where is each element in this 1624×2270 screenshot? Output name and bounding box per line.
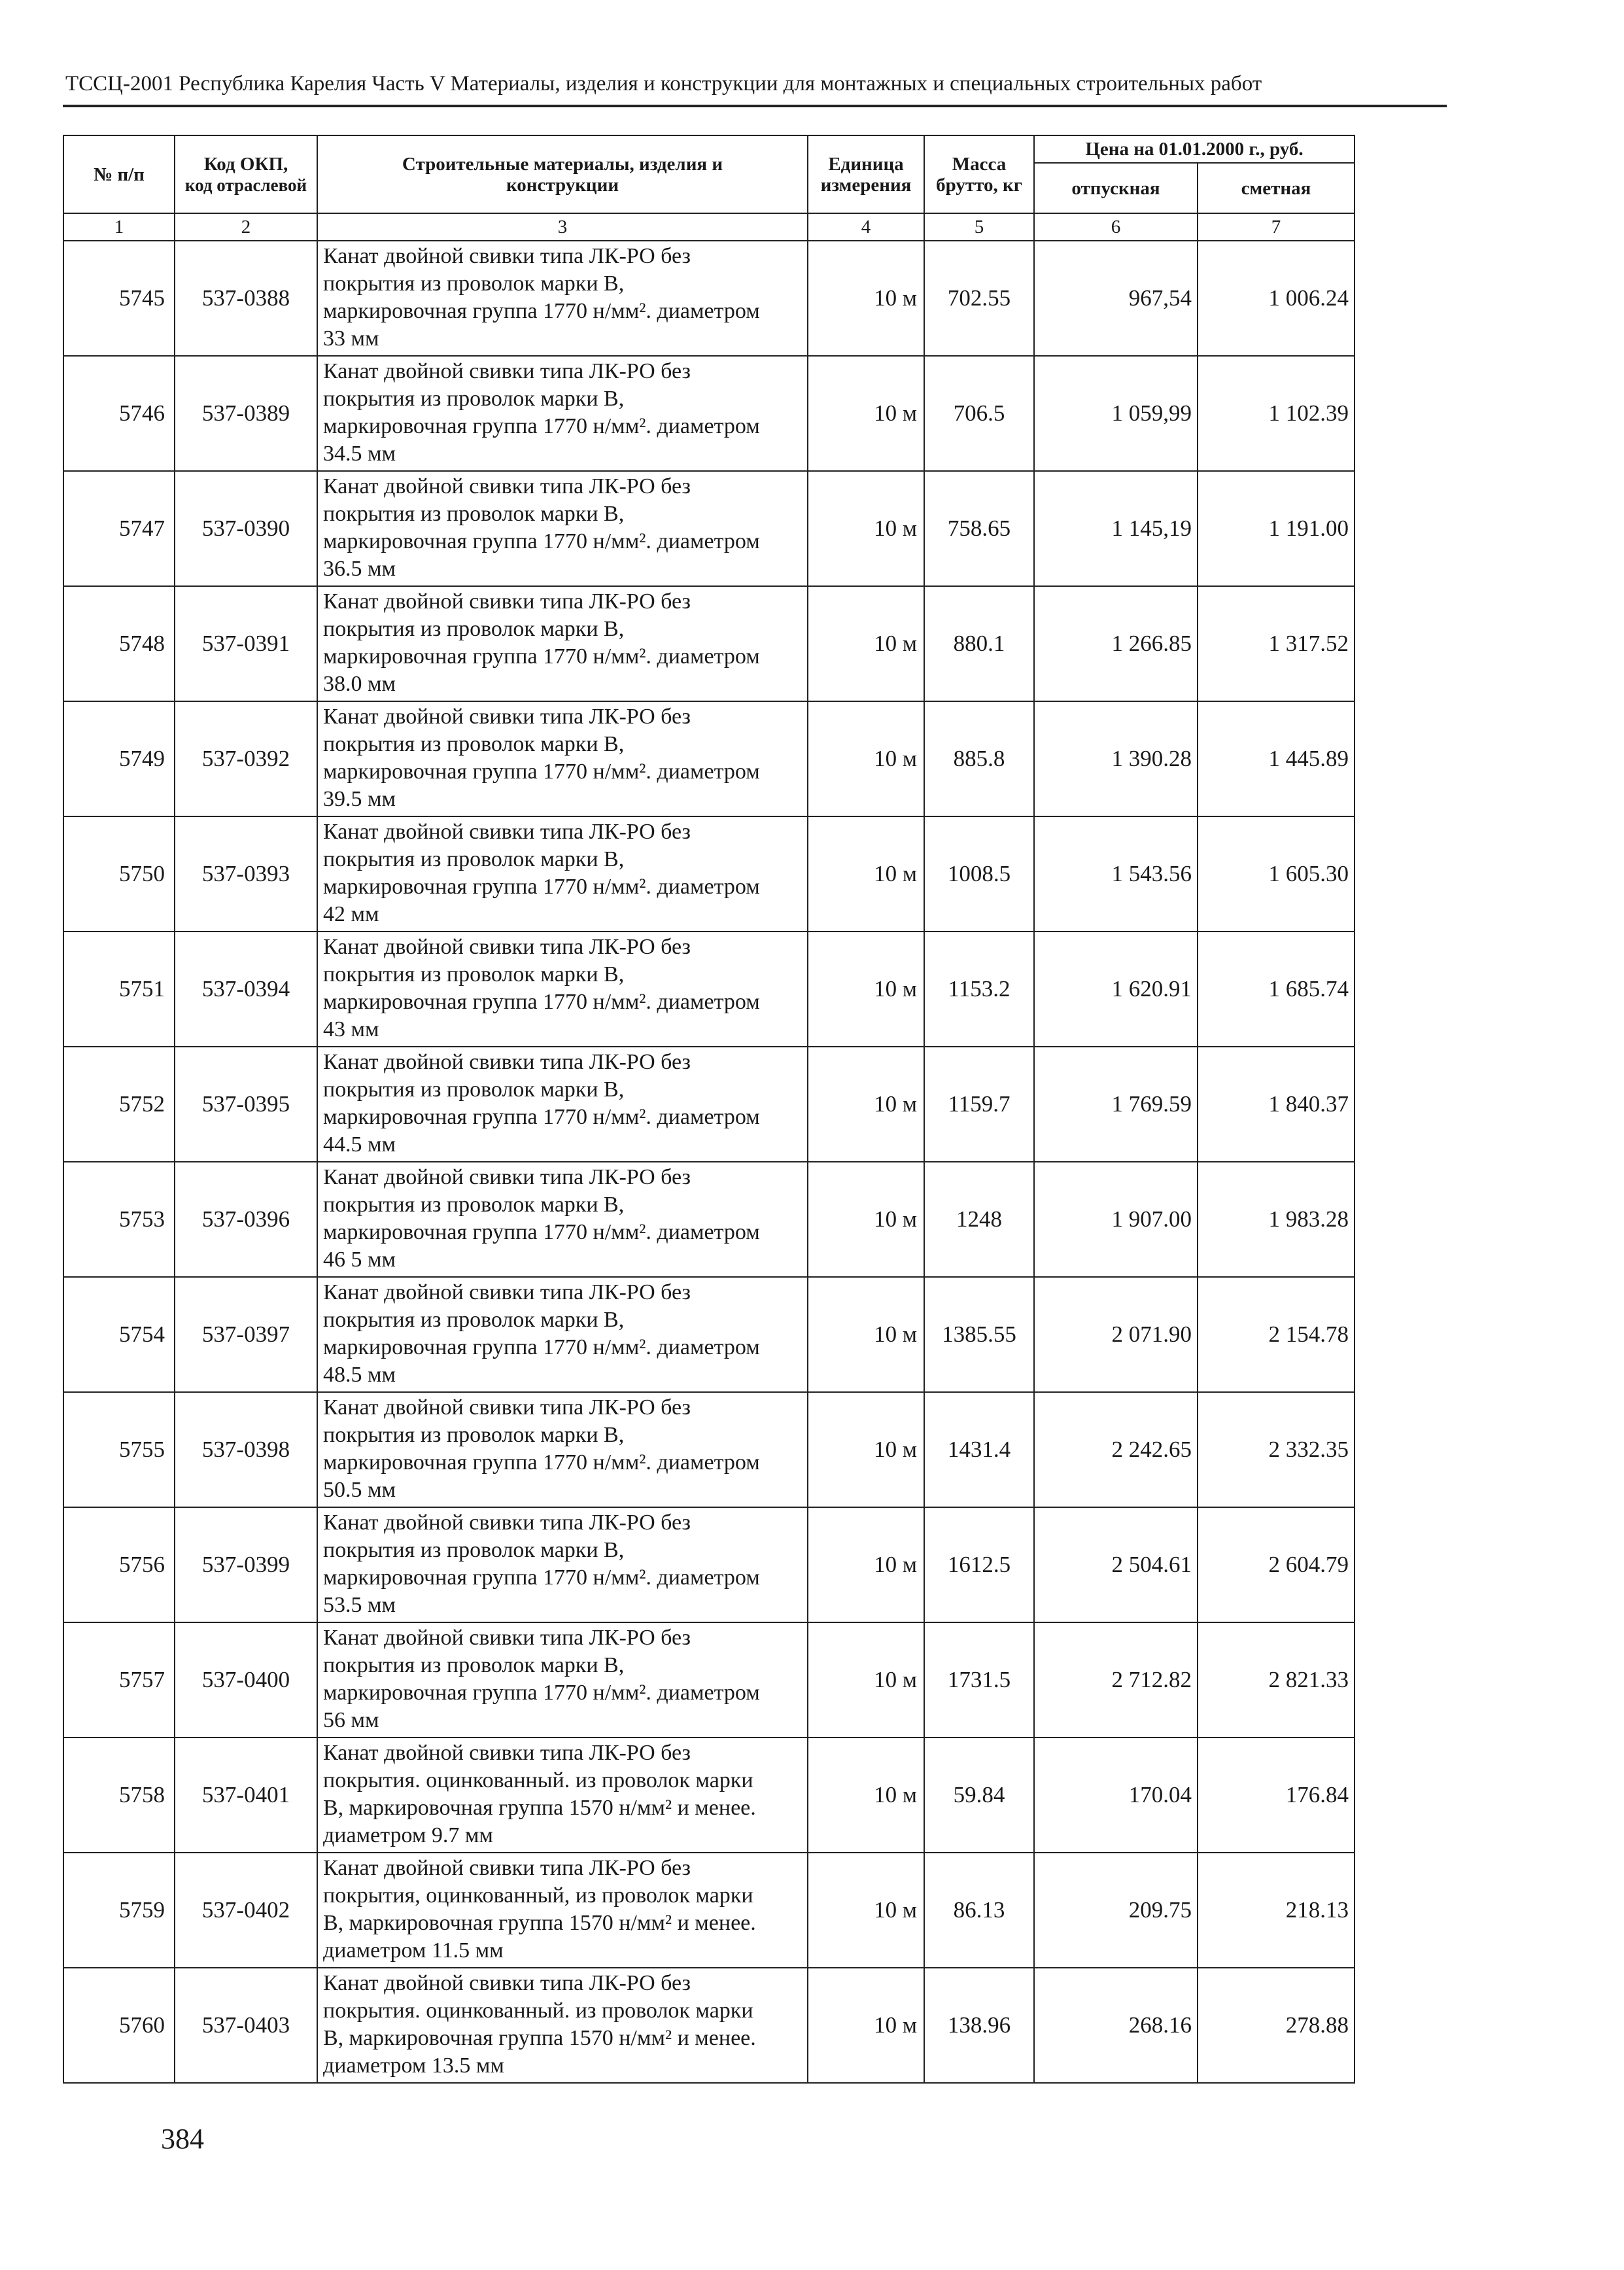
row-unit: 10 м <box>808 1737 924 1853</box>
row-mass: 1431.4 <box>924 1392 1034 1507</box>
row-description-line: Канат двойной свивки типа ЛК-РО без <box>323 589 691 614</box>
table-row <box>63 241 1355 356</box>
row-description-line: 46 5 мм <box>323 1248 396 1272</box>
column-header-price-estimate: сметная <box>1198 163 1355 213</box>
row-description-line: 53.5 мм <box>323 1593 396 1617</box>
row-price-release: 170.04 <box>1034 1737 1198 1853</box>
row-description-line: 43 мм <box>323 1017 379 1041</box>
row-number: 5756 <box>63 1507 175 1622</box>
row-unit: 10 м <box>808 816 924 932</box>
row-description-line: маркировочная группа 1770 н/мм². диаметром <box>323 1105 760 1129</box>
row-code: 537-0388 <box>175 241 317 356</box>
row-description <box>317 471 808 586</box>
column-number: 4 <box>808 213 924 241</box>
row-price-release: 1 769.59 <box>1034 1047 1198 1162</box>
row-price-estimate: 1 445.89 <box>1198 701 1355 816</box>
row-description-line: маркировочная группа 1770 н/мм². диаметром <box>323 299 760 323</box>
row-mass: 1008.5 <box>924 816 1034 932</box>
row-description-line: покрытия из проволок марки В, <box>323 1308 625 1332</box>
row-unit: 10 м <box>808 1392 924 1507</box>
row-number: 5753 <box>63 1162 175 1277</box>
row-number: 5747 <box>63 471 175 586</box>
column-header-price-release: отпускная <box>1034 163 1198 213</box>
row-price-estimate: 218.13 <box>1198 1853 1355 1968</box>
row-description-line: Канат двойной свивки типа ЛК-РО без <box>323 359 691 383</box>
row-description-line: маркировочная группа 1770 н/мм². диаметром <box>323 529 760 553</box>
row-code: 537-0393 <box>175 816 317 932</box>
row-mass: 1248 <box>924 1162 1034 1277</box>
row-description-line: диаметром 13.5 мм <box>323 2053 504 2078</box>
table-row <box>63 1162 1355 1277</box>
row-price-release: 967,54 <box>1034 241 1198 356</box>
row-price-estimate: 176.84 <box>1198 1737 1355 1853</box>
table-row <box>63 701 1355 816</box>
table-row <box>63 1622 1355 1737</box>
row-description-line: маркировочная группа 1770 н/мм². диаметром <box>323 875 760 899</box>
column-header-num: № п/п <box>63 135 175 213</box>
row-mass: 59.84 <box>924 1737 1034 1853</box>
row-price-estimate: 2 604.79 <box>1198 1507 1355 1622</box>
row-unit: 10 м <box>808 241 924 356</box>
row-mass: 1731.5 <box>924 1622 1034 1737</box>
row-description-line: Канат двойной свивки типа ЛК-РО без <box>323 1741 691 1765</box>
row-price-estimate: 1 317.52 <box>1198 586 1355 701</box>
row-description-line: покрытия из проволок марки В, <box>323 962 625 987</box>
row-description-line: маркировочная группа 1770 н/мм². диаметром <box>323 1335 760 1359</box>
row-description-line: покрытия. оцинкованный. из проволок марки <box>323 1768 753 1792</box>
row-unit: 10 м <box>808 932 924 1047</box>
column-header-materials: Строительные материалы, изделия и конструкции <box>317 135 808 213</box>
row-description <box>317 356 808 471</box>
row-number: 5745 <box>63 241 175 356</box>
row-description-line: покрытия, оцинкованный, из проволок марки <box>323 1883 753 1908</box>
row-number: 5757 <box>63 1622 175 1737</box>
table-row <box>63 1968 1355 2083</box>
row-price-estimate: 1 006.24 <box>1198 241 1355 356</box>
row-description-line: покрытия из проволок марки В, <box>323 1077 625 1102</box>
row-number: 5748 <box>63 586 175 701</box>
row-description <box>317 1392 808 1507</box>
row-unit: 10 м <box>808 1277 924 1392</box>
row-price-estimate: 1 191.00 <box>1198 471 1355 586</box>
row-unit: 10 м <box>808 1622 924 1737</box>
row-number: 5759 <box>63 1853 175 1968</box>
row-unit: 10 м <box>808 471 924 586</box>
row-description-line: Канат двойной свивки типа ЛК-РО без <box>323 705 691 729</box>
row-price-estimate: 1 102.39 <box>1198 356 1355 471</box>
row-number: 5746 <box>63 356 175 471</box>
row-price-estimate: 1 605.30 <box>1198 816 1355 932</box>
row-number: 5752 <box>63 1047 175 1162</box>
row-description-line: диаметром 9.7 мм <box>323 1823 493 1847</box>
row-price-estimate: 278.88 <box>1198 1968 1355 2083</box>
row-price-release: 1 907.00 <box>1034 1162 1198 1277</box>
row-description-line: маркировочная группа 1770 н/мм². диаметром <box>323 1450 760 1475</box>
row-mass: 1153.2 <box>924 932 1034 1047</box>
row-description <box>317 1047 808 1162</box>
row-description-line: покрытия из проволок марки В, <box>323 271 625 296</box>
row-price-estimate: 1 983.28 <box>1198 1162 1355 1277</box>
row-price-release: 209.75 <box>1034 1853 1198 1968</box>
row-description <box>317 1507 808 1622</box>
table-row <box>63 356 1355 471</box>
row-description-line: В, маркировочная группа 1570 н/мм² и менее. <box>323 1911 756 1935</box>
row-mass: 885.8 <box>924 701 1034 816</box>
row-mass: 880.1 <box>924 586 1034 701</box>
row-description-line: покрытия из проволок марки В, <box>323 1423 625 1447</box>
row-code: 537-0402 <box>175 1853 317 1968</box>
row-unit: 10 м <box>808 1853 924 1968</box>
row-description-line: покрытия. оцинкованный. из проволок марки <box>323 1999 753 2023</box>
row-mass: 1612.5 <box>924 1507 1034 1622</box>
row-description <box>317 1277 808 1392</box>
column-header-code <box>175 135 317 213</box>
row-description-line: 56 мм <box>323 1708 379 1732</box>
row-unit: 10 м <box>808 1968 924 2083</box>
table-row <box>63 816 1355 932</box>
row-description-line: 48.5 мм <box>323 1363 396 1387</box>
row-description-line: покрытия из проволок марки В, <box>323 732 625 756</box>
document-header-title: ТССЦ-2001 Республика Карелия Часть V Материалы, изделия и конструкции для монтажных и специальных строительных работ <box>65 72 1262 96</box>
row-mass: 138.96 <box>924 1968 1034 2083</box>
table-row <box>63 1392 1355 1507</box>
row-unit: 10 м <box>808 1507 924 1622</box>
table-row <box>63 586 1355 701</box>
column-number: 2 <box>175 213 317 241</box>
row-description-line: Канат двойной свивки типа ЛК-РО без <box>323 474 691 498</box>
row-price-release: 2 071.90 <box>1034 1277 1198 1392</box>
row-description-line: 42 мм <box>323 902 379 926</box>
row-description-line: Канат двойной свивки типа ЛК-РО без <box>323 1856 691 1880</box>
row-description-line: 44.5 мм <box>323 1132 396 1157</box>
row-price-release: 1 620.91 <box>1034 932 1198 1047</box>
row-description-line: маркировочная группа 1770 н/мм². диаметром <box>323 1565 760 1590</box>
row-description <box>317 1162 808 1277</box>
row-mass: 758.65 <box>924 471 1034 586</box>
row-unit: 10 м <box>808 356 924 471</box>
row-mass: 1385.55 <box>924 1277 1034 1392</box>
column-number: 3 <box>317 213 808 241</box>
column-number: 7 <box>1198 213 1355 241</box>
row-description <box>317 1853 808 1968</box>
column-header-price-group: Цена на 01.01.2000 г., руб. <box>1034 135 1355 163</box>
row-number: 5749 <box>63 701 175 816</box>
row-description <box>317 1968 808 2083</box>
row-description-line: маркировочная группа 1770 н/мм². диаметром <box>323 644 760 669</box>
row-price-release: 1 145,19 <box>1034 471 1198 586</box>
row-code: 537-0403 <box>175 1968 317 2083</box>
row-description-line: диаметром 11.5 мм <box>323 1938 504 1963</box>
row-description-line: покрытия из проволок марки В, <box>323 1193 625 1217</box>
row-price-estimate: 2 821.33 <box>1198 1622 1355 1737</box>
row-description-line: Канат двойной свивки типа ЛК-РО без <box>323 1971 691 1995</box>
column-number: 6 <box>1034 213 1198 241</box>
row-description-line: 50.5 мм <box>323 1478 396 1502</box>
row-description <box>317 932 808 1047</box>
column-number-row <box>63 213 1355 241</box>
row-price-estimate: 2 332.35 <box>1198 1392 1355 1507</box>
row-description-line: Канат двойной свивки типа ЛК-РО без <box>323 935 691 959</box>
row-description-line: маркировочная группа 1770 н/мм². диаметром <box>323 760 760 784</box>
table-row <box>63 1737 1355 1853</box>
row-price-release: 1 266.85 <box>1034 586 1198 701</box>
row-description <box>317 816 808 932</box>
row-number: 5755 <box>63 1392 175 1507</box>
row-number: 5754 <box>63 1277 175 1392</box>
row-price-release: 268.16 <box>1034 1968 1198 2083</box>
row-description-line: 36.5 мм <box>323 557 396 581</box>
row-description-line: В, маркировочная группа 1570 н/мм² и менее. <box>323 1796 756 1820</box>
row-number: 5750 <box>63 816 175 932</box>
table-row <box>63 1277 1355 1392</box>
row-description-line: маркировочная группа 1770 н/мм². диаметром <box>323 414 760 438</box>
table-row <box>63 1047 1355 1162</box>
row-number: 5758 <box>63 1737 175 1853</box>
row-description-line: 33 мм <box>323 326 379 351</box>
row-description-line: В, маркировочная группа 1570 н/мм² и менее. <box>323 2026 756 2050</box>
table-body <box>63 241 1355 2083</box>
table-row <box>63 1853 1355 1968</box>
table-row <box>63 932 1355 1047</box>
row-description-line: покрытия из проволок марки В, <box>323 502 625 526</box>
row-code: 537-0392 <box>175 701 317 816</box>
row-price-estimate: 2 154.78 <box>1198 1277 1355 1392</box>
row-description-line: покрытия из проволок марки В, <box>323 617 625 641</box>
column-header-code-top: Код ОКП, <box>203 153 288 175</box>
row-description-line: маркировочная группа 1770 н/мм². диаметром <box>323 1681 760 1705</box>
row-description-line: покрытия из проволок марки В, <box>323 847 625 871</box>
row-code: 537-0398 <box>175 1392 317 1507</box>
row-code: 537-0399 <box>175 1507 317 1622</box>
row-code: 537-0390 <box>175 471 317 586</box>
row-description <box>317 1737 808 1853</box>
column-number: 1 <box>63 213 175 241</box>
row-description-line: покрытия из проволок марки В, <box>323 1538 625 1562</box>
row-price-release: 1 059,99 <box>1034 356 1198 471</box>
header-divider <box>63 105 1447 107</box>
row-description-line: маркировочная группа 1770 н/мм². диаметром <box>323 990 760 1014</box>
row-description <box>317 701 808 816</box>
row-description-line: 34.5 мм <box>323 442 396 466</box>
row-description-line: Канат двойной свивки типа ЛК-РО без <box>323 1050 691 1074</box>
row-description-line: 38.0 мм <box>323 672 396 696</box>
row-description-line: покрытия из проволок марки В, <box>323 387 625 411</box>
page-number: 384 <box>161 2123 204 2155</box>
row-code: 537-0394 <box>175 932 317 1047</box>
row-price-release: 2 712.82 <box>1034 1622 1198 1737</box>
row-description <box>317 1622 808 1737</box>
column-header-unit: Единица измерения <box>808 135 924 213</box>
row-unit: 10 м <box>808 1162 924 1277</box>
row-code: 537-0400 <box>175 1622 317 1737</box>
row-price-release: 1 390.28 <box>1034 701 1198 816</box>
row-description-line: 39.5 мм <box>323 787 396 811</box>
row-price-release: 2 504.61 <box>1034 1507 1198 1622</box>
row-description <box>317 241 808 356</box>
row-code: 537-0391 <box>175 586 317 701</box>
row-code: 537-0396 <box>175 1162 317 1277</box>
row-mass: 702.55 <box>924 241 1034 356</box>
row-price-release: 1 543.56 <box>1034 816 1198 932</box>
row-unit: 10 м <box>808 1047 924 1162</box>
table-row <box>63 471 1355 586</box>
column-header-mass: Масса брутто, кг <box>924 135 1034 213</box>
row-price-release: 2 242.65 <box>1034 1392 1198 1507</box>
row-price-estimate: 1 840.37 <box>1198 1047 1355 1162</box>
row-code: 537-0395 <box>175 1047 317 1162</box>
row-unit: 10 м <box>808 701 924 816</box>
row-description-line: Канат двойной свивки типа ЛК-РО без <box>323 1165 691 1189</box>
row-description-line: Канат двойной свивки типа ЛК-РО без <box>323 1626 691 1650</box>
row-mass: 1159.7 <box>924 1047 1034 1162</box>
row-mass: 706.5 <box>924 356 1034 471</box>
row-description-line: Канат двойной свивки типа ЛК-РО без <box>323 1395 691 1420</box>
row-code: 537-0389 <box>175 356 317 471</box>
row-description-line: Канат двойной свивки типа ЛК-РО без <box>323 244 691 268</box>
price-table <box>63 135 1355 2084</box>
row-number: 5751 <box>63 932 175 1047</box>
row-unit: 10 м <box>808 586 924 701</box>
row-code: 537-0397 <box>175 1277 317 1392</box>
row-description-line: покрытия из проволок марки В, <box>323 1653 625 1677</box>
row-code: 537-0401 <box>175 1737 317 1853</box>
row-price-estimate: 1 685.74 <box>1198 932 1355 1047</box>
table-row <box>63 1507 1355 1622</box>
row-description-line: Канат двойной свивки типа ЛК-РО без <box>323 820 691 844</box>
row-description <box>317 586 808 701</box>
row-description-line: маркировочная группа 1770 н/мм². диаметром <box>323 1220 760 1244</box>
row-description-line: Канат двойной свивки типа ЛК-РО без <box>323 1280 691 1304</box>
row-mass: 86.13 <box>924 1853 1034 1968</box>
row-number: 5760 <box>63 1968 175 2083</box>
row-description-line: Канат двойной свивки типа ЛК-РО без <box>323 1510 691 1535</box>
column-header-code-bottom: код отраслевой <box>184 175 307 195</box>
column-number: 5 <box>924 213 1034 241</box>
